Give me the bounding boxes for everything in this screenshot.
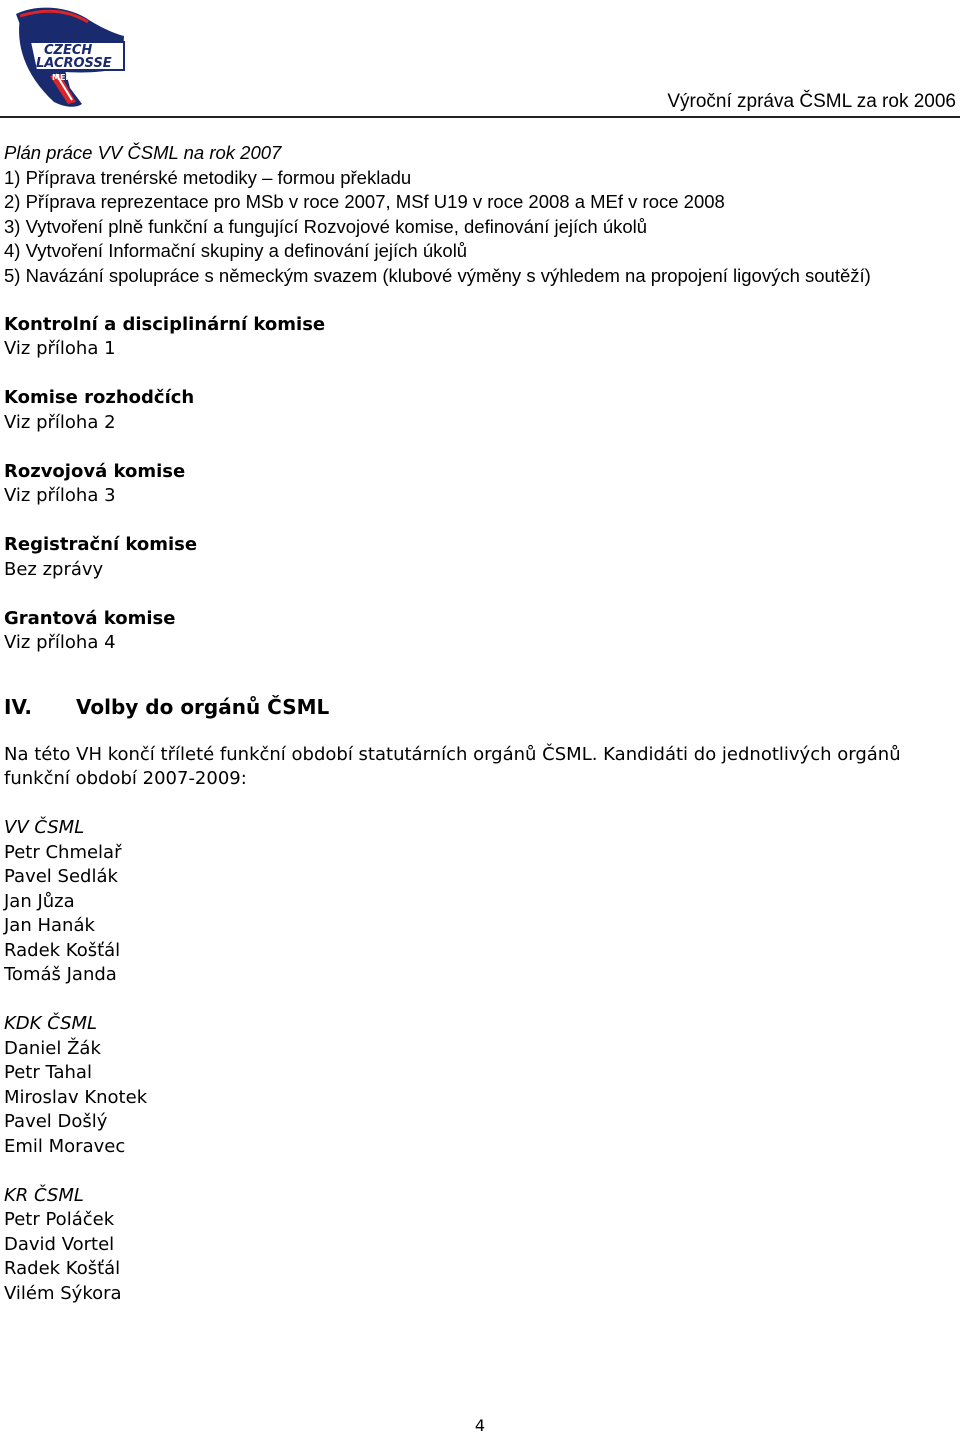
committee-text: Viz příloha 2 — [4, 411, 116, 433]
committee-referees — [4, 386, 954, 435]
candidate-name: Emil Moravec — [4, 1135, 126, 1157]
candidate-name: Pavel Sedlák — [4, 866, 118, 887]
candidate-name: Jan Jůza — [4, 890, 75, 912]
committee-grant — [4, 607, 954, 656]
committee-text: Viz příloha 3 — [4, 485, 116, 506]
report-title: Výroční zpráva ČSML za rok 2006 — [667, 91, 956, 112]
committee-title: Registrační komise — [4, 534, 198, 555]
committee-title: Kontrolní a disciplinární komise — [4, 313, 326, 335]
candidate-name: Petr Tahal — [4, 1062, 92, 1083]
work-plan-item: 4) Vytvoření Informační skupiny a definování jejích úkolů — [4, 240, 468, 261]
candidate-group-kr — [4, 1184, 954, 1307]
svg-text:CZECH: CZECH — [44, 43, 93, 58]
committee-text: Bez zprávy — [4, 558, 104, 580]
svg-text:LACROSSE: LACROSSE — [36, 56, 112, 71]
committee-text: Viz příloha 1 — [4, 338, 116, 359]
committee-title: Komise rozhodčích — [4, 387, 195, 408]
candidate-name: Miroslav Knotek — [4, 1086, 148, 1108]
page-content — [4, 141, 954, 1306]
candidate-name: Pavel Došlý — [4, 1111, 108, 1132]
work-plan-item: 5) Navázání spolupráce s německým svazem (klubové výměny s výhledem na propojení ligových soutěží) — [4, 264, 871, 286]
candidate-group-title: VV ČSML — [4, 817, 85, 838]
candidate-group-title: KR ČSML — [4, 1184, 84, 1206]
section-intro: Na této VH končí tříleté funkční období statutárních orgánů ČSML. Kandidáti do jednotlivých orgánů funkční období 2007-2009: — [4, 743, 901, 789]
header-divider — [0, 116, 960, 118]
candidate-name: Radek Košťál — [4, 1258, 121, 1279]
work-plan-item: 3) Vytvoření plně funkční a fungující Rozvojové komise, definování jejích úkolů — [4, 215, 648, 237]
candidate-group-kdk — [4, 1012, 954, 1159]
work-plan-item: 2) Příprava reprezentace pro MSb v roce 2007, MSf U19 v roce 2008 a MEf v roce 2008 — [4, 191, 725, 212]
work-plan — [4, 141, 954, 288]
candidate-name: Petr Chmelař — [4, 841, 122, 863]
svg-text:MEN'S: MEN'S — [52, 73, 81, 82]
work-plan-item: 1) Příprava trenérské metodiky – formou překladu — [4, 166, 412, 188]
candidate-group-title: KDK ČSML — [4, 1013, 98, 1034]
committee-development — [4, 460, 954, 509]
candidate-name: Petr Poláček — [4, 1209, 115, 1230]
candidate-group-vv — [4, 816, 954, 988]
section-title: Volby do orgánů ČSML — [76, 694, 330, 719]
page-number: 4 — [474, 1416, 486, 1435]
committee-title: Grantová komise — [4, 607, 176, 629]
candidate-name: Jan Hanák — [4, 915, 95, 936]
candidate-name: Tomáš Janda — [4, 964, 117, 985]
work-plan-title: Plán práce VV ČSML na rok 2007 — [4, 142, 282, 163]
committee-registration — [4, 533, 954, 582]
committee-title: Rozvojová komise — [4, 460, 186, 482]
candidate-name: Vilém Sýkora — [4, 1282, 122, 1304]
candidate-name: David Vortel — [4, 1233, 115, 1255]
committee-kdk — [4, 313, 954, 362]
section-heading — [4, 694, 954, 721]
czech-lacrosse-logo — [6, 4, 128, 110]
committee-text: Viz příloha 4 — [4, 632, 116, 653]
section-number: IV. — [4, 694, 32, 719]
candidate-name: Daniel Žák — [4, 1037, 101, 1059]
candidate-name: Radek Košťál — [4, 939, 121, 961]
